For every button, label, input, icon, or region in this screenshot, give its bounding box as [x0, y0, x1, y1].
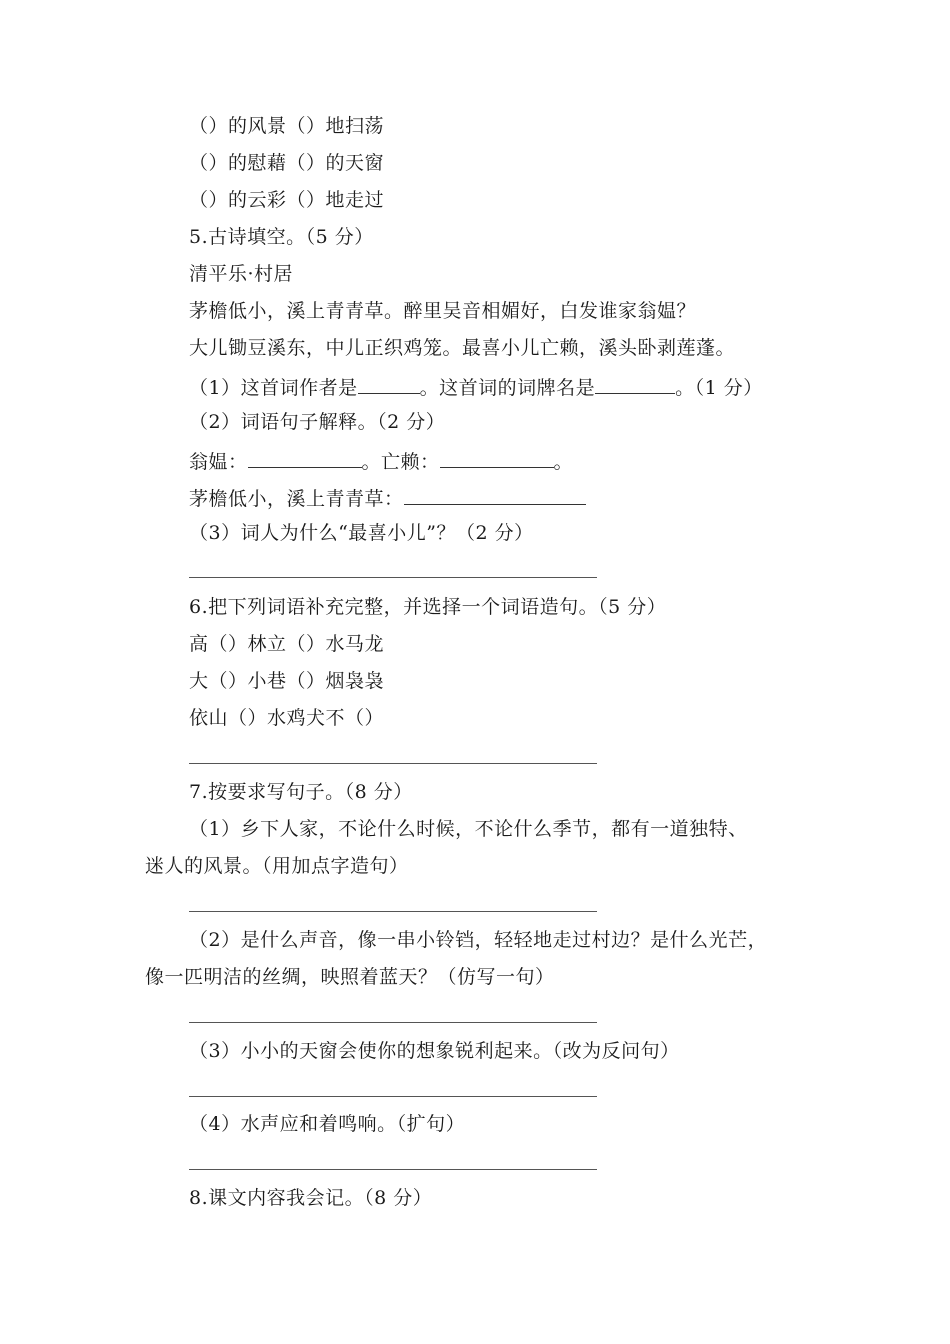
q5-1-text-a: （1）这首词作者是: [189, 377, 358, 399]
wanglai-blank[interactable]: [440, 447, 554, 468]
q7-2-line-a: （2）是什么声音，像一串小铃铛，轻轻地走过村边？是什么光芒，: [189, 929, 768, 951]
weng-blank[interactable]: [248, 447, 362, 468]
q7-4-answer-line[interactable]: [189, 1169, 597, 1170]
q5-1-text-b: 。这首词的词牌名是: [419, 377, 596, 399]
q5-title: 5.古诗填空。（5 分）: [189, 226, 374, 248]
q7-title: 7.按要求写句子。（8 分）: [189, 781, 413, 803]
q7-1-line-a: （1）乡下人家，不论什么时候，不论什么季节，都有一道独特、: [189, 818, 748, 840]
q4-row-2: （）的慰藉（）的天窗: [189, 152, 385, 174]
q5-2-end: 。: [553, 451, 574, 473]
wanglai-label: 。亡赖：: [361, 451, 440, 473]
q4-row-1: （）的风景（）地扫荡: [189, 115, 385, 137]
q5-part-2: （2）词语句子解释。（2 分）: [189, 411, 446, 433]
q8-title: 8.课文内容我会记。（8 分）: [189, 1187, 433, 1209]
q7-3: （3）小小的天窗会使你的想象锐利起来。（改为反问句）: [189, 1040, 680, 1062]
poem-line-1: 茅檐低小，溪上青青草。醉里吴音相媚好，白发谁家翁媪？: [189, 300, 697, 322]
cipai-blank[interactable]: [595, 373, 675, 394]
author-blank[interactable]: [358, 373, 420, 394]
q6-row-1: 高（）林立（）水马龙: [189, 633, 385, 655]
q4-row-3: （）的云彩（）地走过: [189, 189, 385, 211]
poem-title: 清平乐·村居: [189, 263, 294, 285]
q5-part-2-sentence: [189, 484, 586, 511]
q7-4: （4）水声应和着鸣响。（扩句）: [189, 1113, 466, 1135]
q7-1-line-b: 迷人的风景。（用加点字造句）: [145, 855, 409, 877]
maoyan-blank[interactable]: [404, 484, 586, 505]
q7-2-answer-line[interactable]: [189, 1022, 597, 1023]
q6-row-3: 依山（）水鸡犬不（）: [189, 707, 385, 729]
weng-label: 翁媪：: [189, 451, 248, 473]
q7-1-answer-line[interactable]: [189, 911, 597, 912]
q5-1-text-c: 。（1 分）: [675, 377, 763, 399]
q5-part-3: （3）词人为什么“最喜小儿”？（2 分）: [189, 522, 534, 544]
q6-answer-line[interactable]: [189, 763, 597, 764]
q7-2-line-b: 像一匹明洁的丝绸，映照着蓝天？（仿写一句）: [145, 966, 555, 988]
poem-line-2: 大儿锄豆溪东，中儿正织鸡笼。最喜小儿亡赖，溪头卧剥莲蓬。: [189, 337, 736, 359]
q5-part-2-words: [189, 447, 573, 474]
q5-part-1: [189, 373, 763, 400]
q5-3-answer-line[interactable]: [189, 577, 597, 578]
maoyan-label: 茅檐低小，溪上青青草：: [189, 488, 404, 510]
q7-3-answer-line[interactable]: [189, 1096, 597, 1097]
q6-row-2: 大（）小巷（）烟袅袅: [189, 670, 385, 692]
q6-title: 6.把下列词语补充完整，并选择一个词语造句。（5 分）: [189, 596, 667, 618]
